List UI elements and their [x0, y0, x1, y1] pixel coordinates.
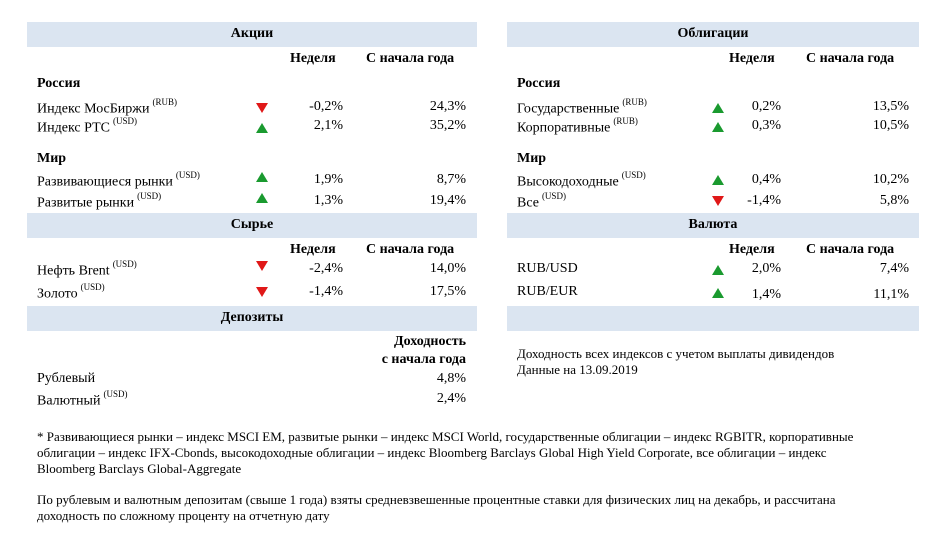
up-arrow-icon [712, 122, 724, 132]
row-week: 0,2% [751, 99, 781, 114]
side-note-line1: Доходность всех индексов с учетом выплаты дивидендов [517, 346, 835, 361]
row-ytd: 5,8% [879, 193, 909, 208]
row-name: Золото $^{(USD)}$ [37, 282, 105, 302]
stocks-world-label: Мир [37, 151, 67, 166]
row-name: Нефть Brent $^{(USD)}$ [37, 259, 137, 279]
stocks-col-week: Неделя [290, 51, 336, 66]
up-arrow-icon [712, 288, 724, 298]
row-week: 1,4% [751, 287, 781, 302]
bonds-russia-label: Россия [517, 76, 561, 91]
stocks-col-ytd: С начала года [366, 51, 455, 66]
row-week: 2,1% [313, 118, 343, 133]
row-ytd: 4,8% [436, 371, 466, 386]
row-name: Индекс МосБиржи $^{(RUB)}$ [37, 97, 177, 117]
row-name: RUB/EUR [517, 284, 578, 299]
down-arrow-icon [712, 196, 724, 206]
footnote-indices: * Развивающиеся рынки – индекс MSCI EM, развитые рынки – индекс MSCI World, государственные облигации – индекс RGBITR, корпоративные облигации – индекс IFX-Cbonds, высокодоходные облигации – индекс Bloomberg Barclays Global High Yield Corporate, все облигации – индекс Bloomberg Barclays Global-Aggregate [37, 429, 854, 476]
row-ytd: 10,5% [872, 118, 909, 133]
commodities-col-ytd: С начала года [366, 242, 455, 257]
row-name: Индекс РТС $^{(USD)}$ [37, 116, 137, 136]
row-week: -1,4% [747, 193, 781, 208]
row-name: RUB/USD [517, 261, 578, 276]
currency-title: Валюта [688, 217, 738, 232]
row-name: Развивающиеся рынки $^{(USD)}$ [37, 170, 200, 190]
row-ytd: 35,2% [429, 118, 466, 133]
down-arrow-icon [256, 287, 268, 297]
up-arrow-icon [712, 265, 724, 275]
row-ytd: 11,1% [873, 287, 909, 302]
row-week: -0,2% [309, 99, 343, 114]
down-arrow-icon [256, 103, 268, 113]
row-ytd: 8,7% [436, 172, 466, 187]
row-week: 2,0% [751, 261, 781, 276]
row-week: 0,3% [751, 118, 781, 133]
bonds-col-ytd: С начала года [806, 51, 895, 66]
commodities-title: Сырье [230, 217, 274, 232]
currency-header-bar [507, 213, 919, 238]
row-week: -2,4% [309, 261, 343, 276]
row-name: Корпоративные $^{(RUB)}$ [517, 116, 638, 136]
stocks-russia-label: Россия [37, 76, 81, 91]
row-week: -1,4% [309, 284, 343, 299]
bonds-world-label: Мир [517, 151, 547, 166]
up-arrow-icon [712, 103, 724, 113]
row-name: Государственные $^{(RUB)}$ [517, 97, 647, 117]
commodities-header-bar [27, 213, 477, 238]
row-ytd: 24,3% [429, 99, 466, 114]
row-name: Валютный $^{(USD)}$ [37, 389, 128, 409]
deposits-header-bar [27, 306, 477, 331]
row-ytd: 19,4% [429, 193, 466, 208]
row-ytd: 14,0% [429, 261, 466, 276]
commodities-col-week: Неделя [290, 242, 336, 257]
up-arrow-icon [712, 175, 724, 185]
row-name: Развитые рынки $^{(USD)}$ [37, 191, 162, 211]
empty-header-bar [507, 306, 919, 331]
currency-col-ytd: С начала года [806, 242, 895, 257]
deposits-title: Депозиты [220, 310, 284, 325]
row-name: Рублевый [37, 371, 96, 386]
row-week: 1,9% [313, 172, 343, 187]
row-week: 0,4% [751, 172, 781, 187]
stocks-title: Акции [230, 26, 274, 41]
stocks-header-bar [27, 22, 477, 47]
deposits-col-yield-2: с начала года [381, 352, 466, 367]
row-ytd: 7,4% [879, 261, 909, 276]
row-name: Все $^{(USD)}$ [517, 191, 566, 211]
row-name: Высокодоходные $^{(USD)}$ [517, 170, 646, 190]
side-note-line2: Данные на 13.09.2019 [517, 362, 638, 377]
row-ytd: 2,4% [436, 391, 466, 406]
bonds-col-week: Неделя [729, 51, 775, 66]
row-ytd: 13,5% [872, 99, 909, 114]
row-ytd: 10,2% [872, 172, 909, 187]
currency-col-week: Неделя [729, 242, 775, 257]
up-arrow-icon [256, 172, 268, 182]
deposits-col-yield-1: Доходность [394, 334, 466, 349]
bonds-title: Облигации [677, 26, 749, 41]
up-arrow-icon [256, 193, 268, 203]
bonds-header-bar [507, 22, 919, 47]
row-ytd: 17,5% [429, 284, 466, 299]
up-arrow-icon [256, 123, 268, 133]
footnote-deposits: По рублевым и валютным депозитам (свыше 1 года) взяты средневзвешенные процентные ставки для физических лиц на декабрь, и рассчитана доходность по сложному проценту на отчетную дату [37, 492, 836, 523]
row-week: 1,3% [313, 193, 343, 208]
down-arrow-icon [256, 261, 268, 271]
